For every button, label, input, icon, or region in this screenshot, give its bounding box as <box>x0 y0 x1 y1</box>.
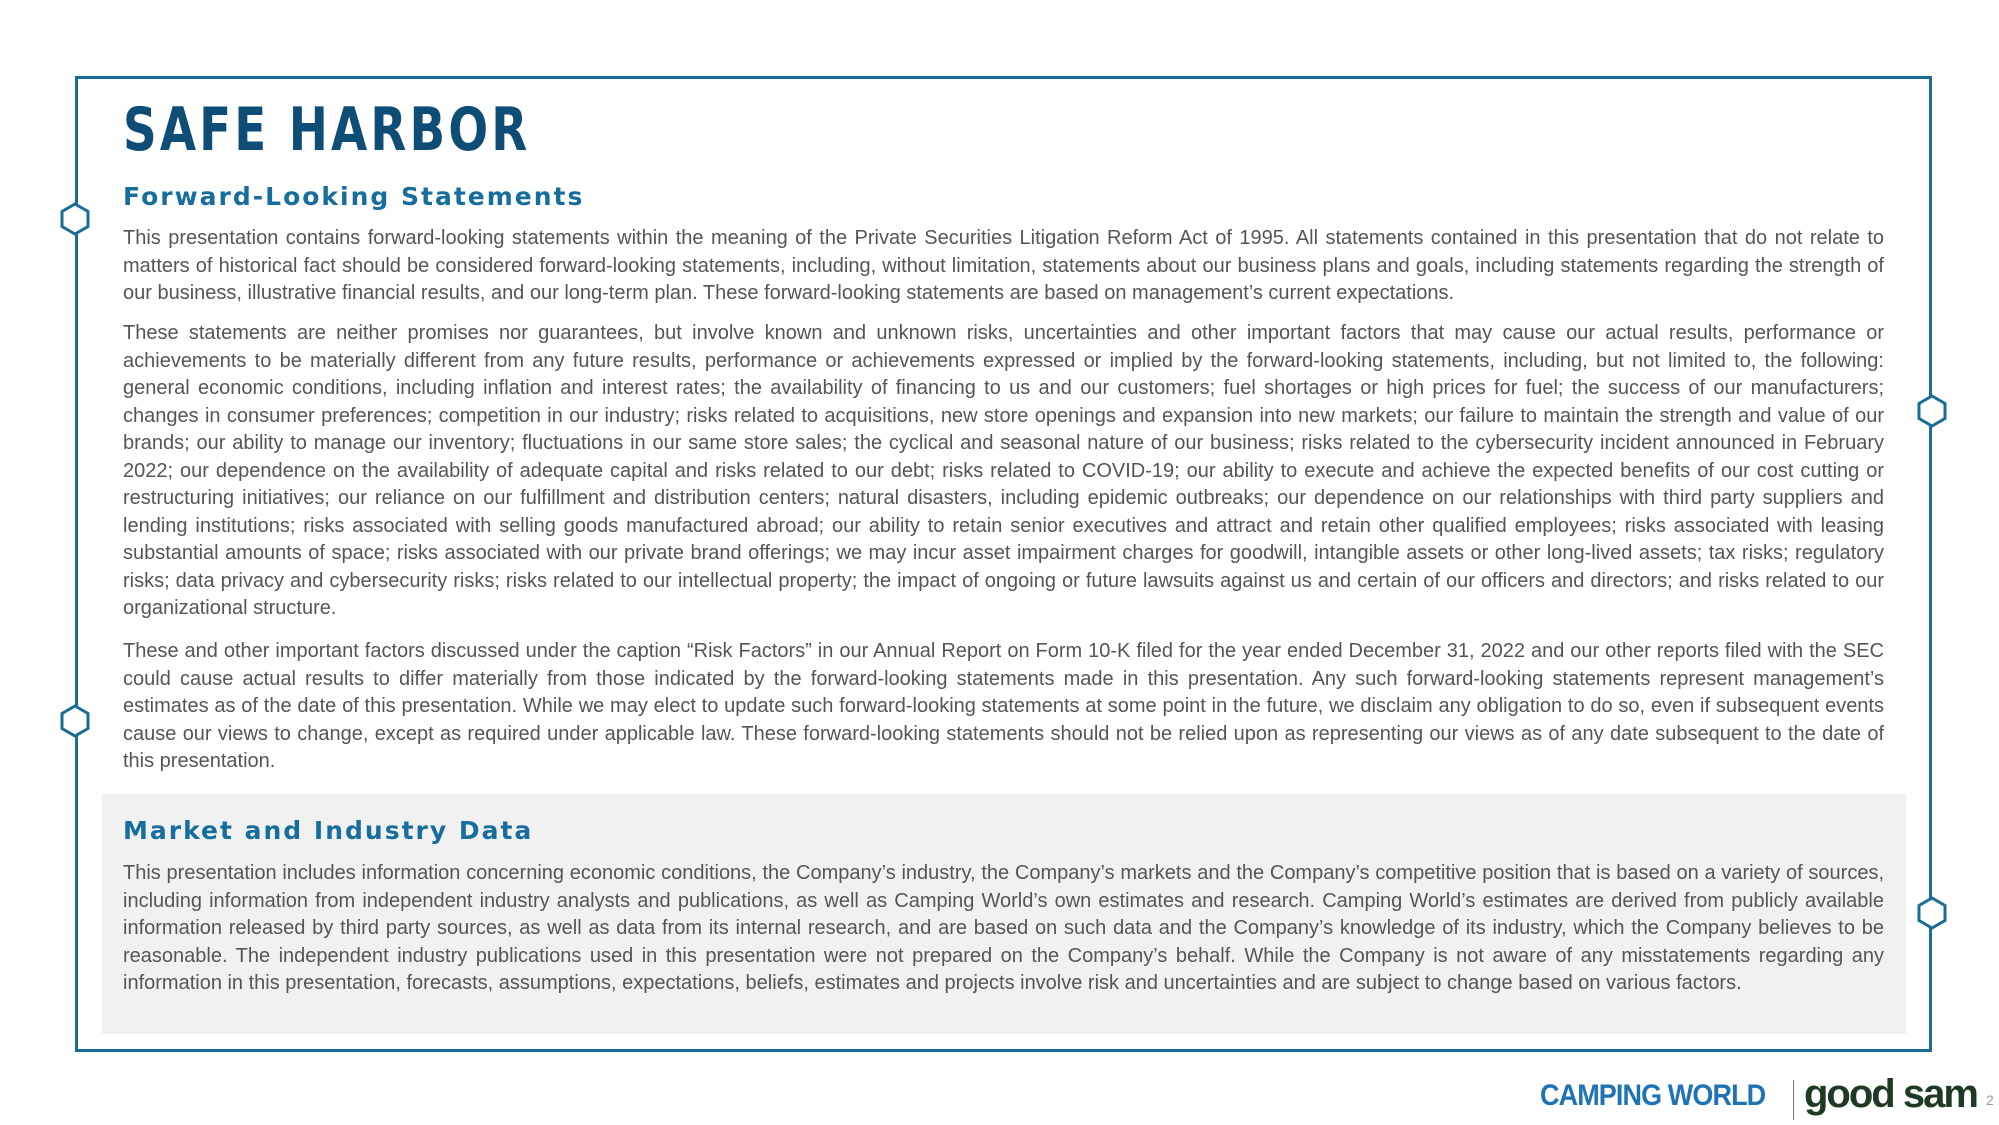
market-data-heading: Market and Industry Data <box>123 816 534 845</box>
camping-world-logo: CAMPING WORLD <box>1540 1079 1766 1112</box>
page-title: SAFE HARBOR <box>123 95 531 165</box>
market-data-paragraph: This presentation includes information concerning economic conditions, the Company’s industry, the Company’s markets and the Company’s competitive position that is based on a variety of sources, including information from independent industry analysts and publications, as well as Camping World’s own estimates and research. Camping World’s estimates are derived from publicly available information released by third party sources, as well as data from its internal research, and are based on such data and the Company’s knowledge of its industry, which the Company believes to be reasonable. The independent industry publications used in this presentation were not prepared on the Company’s behalf. While the Company is not aware of any misstatements regarding any information in this presentation, forecasts, assumptions, expectations, beliefs, estimates and projects involve risk and uncertainties and are subject to change based on various factors. <box>123 862 1884 994</box>
hexagon-icon <box>1915 394 1949 428</box>
forward-looking-paragraph-3: These and other important factors discussed under the caption “Risk Factors” in our Annual Report on Form 10-K filed for the year ended December 31, 2022 and our other reports filed with the SEC could cause actual results to differ materially from those indicated by the forward-looking statements made in this presentation. Any such forward-looking statements represent management’s estimates as of the date of this presentation. While we may elect to update such forward-looking statements at some point in the future, we disclaim any obligation to do so, even if subsequent events cause our views to change, except as required under applicable law. These forward-looking statements should not be relied upon as representing our views as of any date subsequent to the date of this presentation. <box>123 640 1884 772</box>
hexagon-icon <box>58 202 92 236</box>
forward-looking-paragraph-1: This presentation contains forward-looking statements within the meaning of the Private Securities Litigation Reform Act of 1995. All statements contained in this presentation that do not relate to matters of historical fact should be considered forward-looking statements, including, without limitation, statements about our business plans and goals, including statements regarding the strength of our business, illustrative financial results, and our long-term plan. These forward-looking statements are based on management’s current expectations. <box>123 227 1884 304</box>
hexagon-icon <box>58 704 92 738</box>
good-sam-logo: good sam <box>1804 1072 1977 1116</box>
page-number: 2 <box>1986 1092 1994 1108</box>
logo-divider <box>1793 1080 1794 1120</box>
hexagon-icon <box>1915 896 1949 930</box>
forward-looking-heading: Forward-Looking Statements <box>123 182 585 211</box>
forward-looking-paragraph-2: These statements are neither promises nor guarantees, but involve known and unknown risks, uncertainties and other important factors that may cause our actual results, performance or achievements to be materially different from any future results, performance or achievements expressed or implied by the forward-looking statements, including, but not limited to, the following: general economic conditions, including inflation and interest rates; the availability of financing to us and our customers; fuel shortages or high prices for fuel; the success of our manufacturers; changes in consumer preferences; competition in our industry; risks related to acquisitions, new store openings and expansion into new markets; our failure to maintain the strength and value of our brands; our ability to manage our inventory; fluctuations in our same store sales; the cyclical and seasonal nature of our business; risks related to the cybersecurity incident announced in February 2022; our dependence on the availability of adequate capital and risks related to our debt; risks related to COVID-19; our ability to execute and achieve the expected benefits of our cost cutting or restructuring initiatives; our reliance on our fulfillment and distribution centers; natural disasters, including epidemic outbreaks; our dependence on our relationships with third party suppliers and lending institutions; risks associated with selling goods manufactured abroad; our ability to retain senior executives and attract and retain other qualified employees; risks associated with leasing substantial amounts of space; risks associated with our private brand offerings; we may incur asset impairment charges for goodwill, intangible assets or other long-lived assets; tax risks; regulatory risks; data privacy and cybersecurity risks; risks related to our intellectual property; the impact of ongoing or future lawsuits against us and certain of our officers and directors; and risks related to our organizational structure. <box>123 322 1884 619</box>
